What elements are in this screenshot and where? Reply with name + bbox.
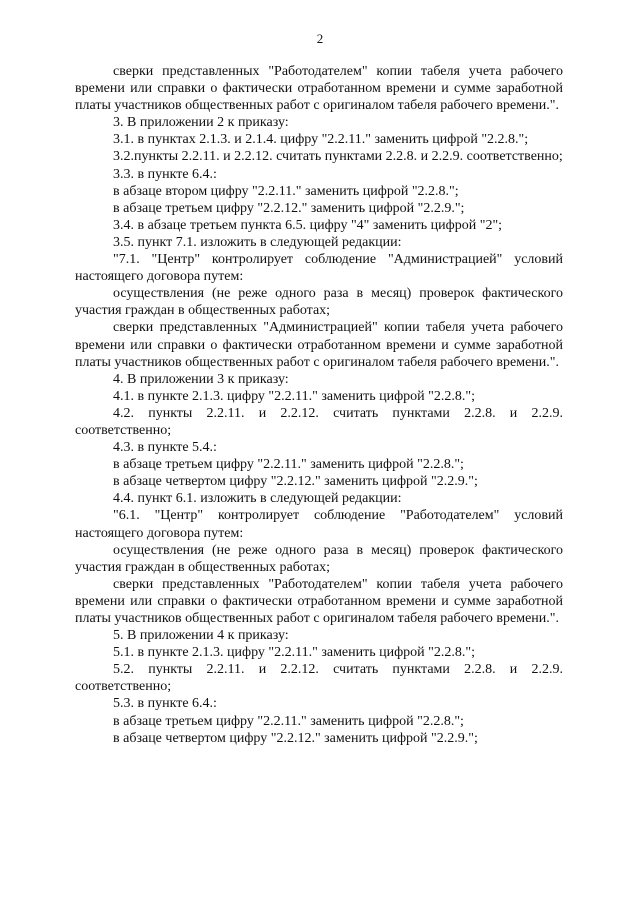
paragraph: осуществления (не реже одного раза в месяц) проверок фактического участия граждан в общественных работах; [75, 286, 563, 319]
paragraph: 3.2.пункты 2.2.11. и 2.2.12. считать пунктами 2.2.8. и 2.2.9. соответственно; [113, 149, 563, 165]
paragraph: 3.3. в пункте 6.4.: [113, 166, 217, 182]
paragraph: 4.1. в пункте 2.1.3. цифру "2.2.11." заменить цифрой "2.2.8."; [113, 388, 475, 404]
paragraph: 4.2. пункты 2.2.11. и 2.2.12. считать пунктами 2.2.8. и 2.2.9. соответственно; [75, 405, 563, 438]
paragraph: сверки представленных "Администрацией" копии табеля учета рабочего времени или справки о фактически отработанном времени и сумме заработной платы участников общественных работ с оригиналом табеля рабочего времени.". [75, 320, 563, 370]
paragraph: 3.1. в пунктах 2.1.3. и 2.1.4. цифру "2.2.11." заменить цифрой "2.2.8."; [113, 132, 529, 148]
paragraph: 5.3. в пункте 6.4.: [113, 696, 217, 712]
paragraph: 3.4. в абзаце третьем пункта 6.5. цифру "4" заменить цифрой "2"; [113, 217, 503, 233]
paragraph: 5. В приложении 4 к приказу: [113, 628, 289, 644]
paragraph: сверки представленных "Работодателем" копии табеля учета рабочего времени или справки о фактически отработанном времени и сумме заработной платы участников общественных работ с оригиналом табеля рабочего времени.". [75, 576, 563, 626]
paragraph: в абзаце третьем цифру "2.2.11." заменить цифрой "2.2.8."; [113, 713, 464, 729]
document-body [75, 63, 563, 747]
paragraph: "7.1. "Центр" контролирует соблюдение "Администрацией" условий настоящего договора путем: [75, 252, 563, 285]
paragraph: "6.1. "Центр" контролирует соблюдение "Работодателем" условий настоящего договора путем: [75, 508, 563, 541]
paragraph: 3. В приложении 2 к приказу: [113, 115, 289, 131]
paragraph: сверки представленных "Работодателем" копии табеля учета рабочего времени или справки о фактически отработанном времени и сумме заработной платы участников общественных работ с оригиналом табеля рабочего времени.". [75, 64, 563, 114]
paragraph: в абзаце втором цифру "2.2.11." заменить цифрой "2.2.8."; [113, 183, 459, 199]
paragraph: в абзаце четвертом цифру "2.2.12." заменить цифрой "2.2.9."; [113, 474, 478, 490]
paragraph: 4. В приложении 3 к приказу: [113, 371, 289, 387]
paragraph: 3.5. пункт 7.1. изложить в следующей редакции: [113, 234, 402, 250]
page-number: 2 [316, 31, 324, 46]
paragraph: 5.2. пункты 2.2.11. и 2.2.12. считать пунктами 2.2.8. и 2.2.9. соответственно; [75, 662, 563, 695]
paragraph: 5.1. в пункте 2.1.3. цифру "2.2.11." заменить цифрой "2.2.8."; [113, 645, 475, 661]
paragraph: в абзаце третьем цифру "2.2.12." заменить цифрой "2.2.9."; [113, 200, 465, 216]
paragraph: 4.4. пункт 6.1. изложить в следующей редакции: [113, 491, 402, 507]
paragraph: в абзаце третьем цифру "2.2.11." заменить цифрой "2.2.8."; [113, 457, 464, 473]
paragraph: в абзаце четвертом цифру "2.2.12." заменить цифрой "2.2.9."; [113, 730, 478, 746]
paragraph: осуществления (не реже одного раза в месяц) проверок фактического участия граждан в общественных работах; [75, 542, 563, 575]
paragraph: 4.3. в пункте 5.4.: [113, 440, 217, 456]
